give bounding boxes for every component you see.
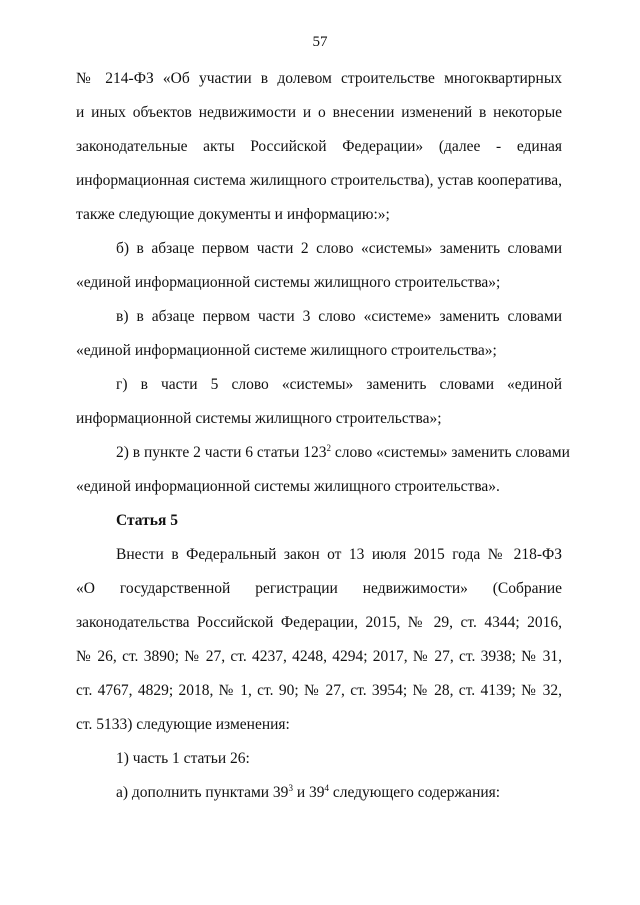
text-line: «единой информационной системы жилищного строительства». xyxy=(76,478,500,495)
text-line: б) в абзаце первом части 2 слово «системы» заменить словами xyxy=(116,240,562,257)
paragraph-item-1 xyxy=(76,742,562,776)
text-line: 1) часть 1 статьи 26: xyxy=(116,750,250,767)
paragraph-amendment xyxy=(76,538,562,742)
text-line: информационная система жилищного строительства), устав кооператива, xyxy=(76,172,562,189)
text-line xyxy=(76,776,562,810)
text-line: Внести в Федеральный закон от 13 июля 2015 года № 218-ФЗ xyxy=(116,546,562,563)
text-line xyxy=(76,436,570,470)
superscript: 4 xyxy=(324,783,329,793)
text-span: слово «системы» заменить словами xyxy=(331,444,570,461)
text-line: № 214-ФЗ «Об участии в долевом строительстве многоквартирных xyxy=(76,70,562,87)
text-line: «единой информационной системе жилищного строительства»; xyxy=(76,342,497,359)
text-span: следующего содержания: xyxy=(328,784,501,801)
text-line: и иных объектов недвижимости и о внесении изменений в некоторые xyxy=(76,104,562,121)
text-line: «единой информационной системы жилищного строительства»; xyxy=(76,274,501,291)
document-body xyxy=(76,62,570,810)
superscript: 2 xyxy=(326,443,332,453)
text-span: и 39 xyxy=(292,784,325,801)
text-line: законодательства Российской Федерации, 2015, № 29, ст. 4344; 2016, xyxy=(76,614,562,631)
text-line: ст. 4767, 4829; 2018, № 1, ст. 90; № 27, ст. 3954; № 28, ст. 4139; № 32, xyxy=(76,682,562,699)
paragraph-item-a xyxy=(76,776,562,810)
paragraph-continuation xyxy=(76,62,562,232)
text-span: 2) в пункте 2 части 6 статьи 123 xyxy=(116,444,327,461)
text-line: ст. 5133) следующие изменения: xyxy=(76,716,290,733)
text-line: г) в части 5 слово «системы» заменить словами «единой xyxy=(116,376,562,393)
text-line: также следующие документы и информацию:»; xyxy=(76,206,390,223)
superscript: 3 xyxy=(288,783,293,793)
text-line: в) в абзаце первом части 3 слово «системе» заменить словами xyxy=(116,308,562,325)
text-line: «О государственной регистрации недвижимости» (Собрание xyxy=(76,580,562,597)
page-number: 57 xyxy=(312,34,328,50)
paragraph-item-b xyxy=(76,232,562,300)
paragraph-item-g xyxy=(76,368,562,436)
text-line: информационной системы жилищного строительства»; xyxy=(76,410,442,427)
article-heading: Статья 5 xyxy=(116,512,178,529)
text-span: а) дополнить пунктами 39 xyxy=(116,784,289,801)
text-line: законодательные акты Российской Федерации» (далее - единая xyxy=(76,138,562,155)
text-line: № 26, ст. 3890; № 27, ст. 4237, 4248, 4294; 2017, № 27, ст. 3938; № 31, xyxy=(76,648,562,665)
paragraph-item-v xyxy=(76,300,562,368)
paragraph-item-2 xyxy=(76,436,570,504)
